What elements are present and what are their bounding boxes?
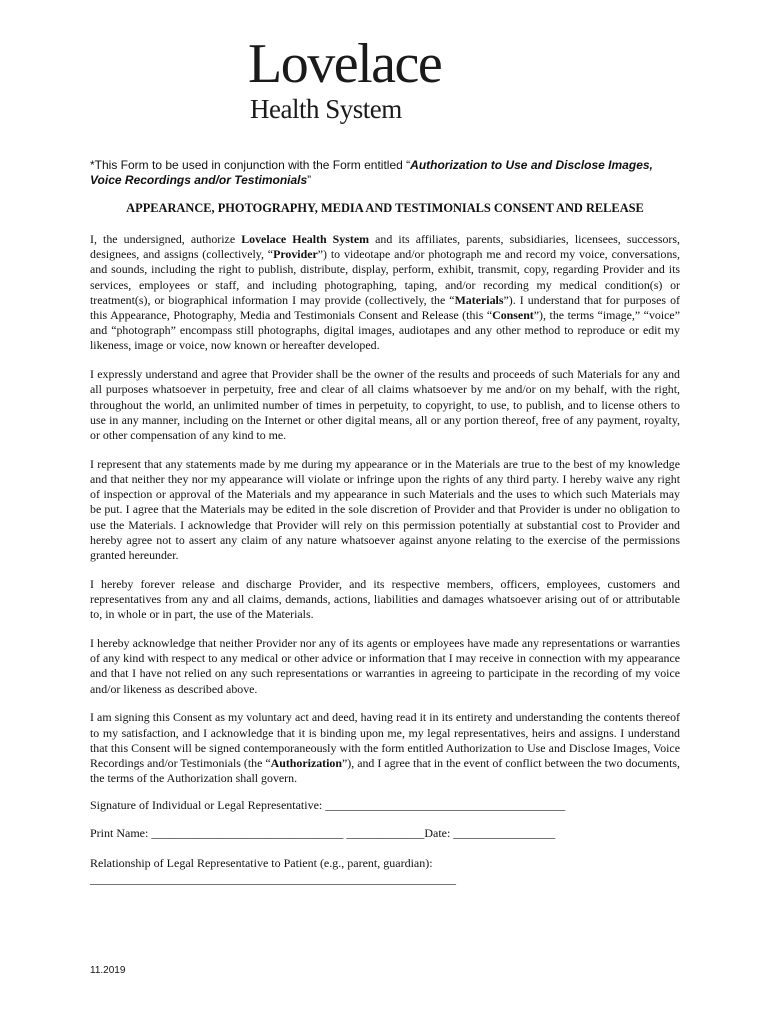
relationship-field[interactable]: _____________________________________________________________ [90,872,456,886]
p6-authorization-term: Authorization [270,756,342,771]
form-usage-note [90,158,680,188]
signature-field[interactable]: Signature of Individual or Legal Representative: ________________________________________ [90,798,566,812]
paragraph-release: I hereby forever release and discharge Provider, and its respective members, officers, employees, customers and representatives from any and all claims, demands, actions, liabilities and damages whatsoever arising out of or attributable to, in whole or in part, the use of the Materials. [90,576,680,622]
logo-wordmark: Lovelace [248,33,442,95]
p1-text-c: ”) to videotape and/or photograph me and record my voice, conversations, and sounds, including the right to publish, distribute, display, perform, exhibit, transmit, copy, regarding Provider and its services, employees or staff, and including photographing, taping, and/or recording my medical condition(s) or treatment(s), or biographical information I may provide (collectively, the “ [90,247,680,307]
consent-body [90,232,680,800]
lovelace-logo [248,33,508,126]
p1-text-e: ”), the terms “image,” “voice” and “photograph” encompass still photographs, digital images, audiotapes and any other method to reproduce or edit my likeness, image or voice, now known or hereafter developed. [90,308,680,353]
note-suffix: ” [307,173,312,187]
p1-text-a: I, the undersigned, authorize [90,232,242,246]
form-version-date: 11.2019 [90,965,126,976]
paragraph-acknowledgement: I hereby acknowledge that neither Provider nor any of its agents or employees have made any representations or warranties of any kind with respect to any medical or other advice or information that I may receive in connection with my appearance and that I have not relied on any such representations or warranties in agreeing to participate in the recording of my voice and/or likeness as described above. [90,636,680,696]
note-prefix: *This Form to be used in conjunction with the Form entitled “ [90,158,411,172]
p6-text-a: I am signing this Consent as my voluntary act and deed, having read it in its entirety and understanding the contents thereof to my satisfaction, and I acknowledge that it is binding upon me, my legal representatives, heirs and assigns. I understand that this Consent will be signed contemporaneously with the form entitled Authorization to Use and Disclose Images, Voice Recordings and/or Testimonials (the “ [90,710,680,771]
paragraph-ownership: I expressly understand and agree that Provider shall be the owner of the results and proceeds of such Materials for any and all purposes whatsoever in perpetuity, free and clear of all claims whatsoever by me and/or on my behalf, with the right, throughout the world, an unlimited number of times in perpetuity, to copyright, to use, to publish, and to license others to use in any manner, including on the Internet or other digital means, all or any portion thereof, free of any payment, royalty, or other compensation of any kind to me. [90,367,680,443]
relationship-label: Relationship of Legal Representative to Patient (e.g., parent, guardian): [90,856,433,870]
p1-consent-term: Consent [492,308,534,323]
paragraph-representations: I represent that any statements made by me during my appearance or in the Materials are true to the best of my knowledge and that neither they nor my appearance will violate or infringe upon the rights of any third party. I hereby waive any right of inspection or approval of the Materials and my appearance in such Materials and the uses to which such Materials may be put. I agree that the Materials may be edited in the sole discretion of Provider and that Provider is under no obligation to use the Materials. I acknowledge that Provider will rely on this permission potentially at substantial cost to Provider and hereby agree not to assert any claim of any nature whatsoever against anyone relating to the exercise of the permissions granted hereunder. [90,456,680,563]
p1-text-d: ”). I understand that for purposes of this Appearance, Photography, Media and Testimonials Consent and Release (this “ [90,292,680,323]
note-form-name: Authorization to Use and Disclose Images, Voice Recordings and/or Testimonials [90,158,653,187]
p1-provider-term: Provider [273,247,318,262]
paragraph-authorization [90,232,680,354]
paragraph-voluntary-act [90,710,680,786]
p1-org-name: Lovelace Health System [241,232,370,246]
p1-materials-term: Materials [454,292,504,307]
p1-text-b: and its affiliates, parents, subsidiaries, licensees, successors, designees, and assigns (collectively, “ [90,232,680,262]
p6-text-b: ”), and I agree that in the event of conflict between the two documents, the terms of the Authorization shall govern. [90,756,680,786]
document-title: APPEARANCE, PHOTOGRAPHY, MEDIA AND TESTIMONIALS CONSENT AND RELEASE [126,201,644,215]
print-name-date-field[interactable]: Print Name: ________________________________ _____________Date: _________________ [90,826,556,840]
logo-subtitle: Health System [250,94,402,124]
